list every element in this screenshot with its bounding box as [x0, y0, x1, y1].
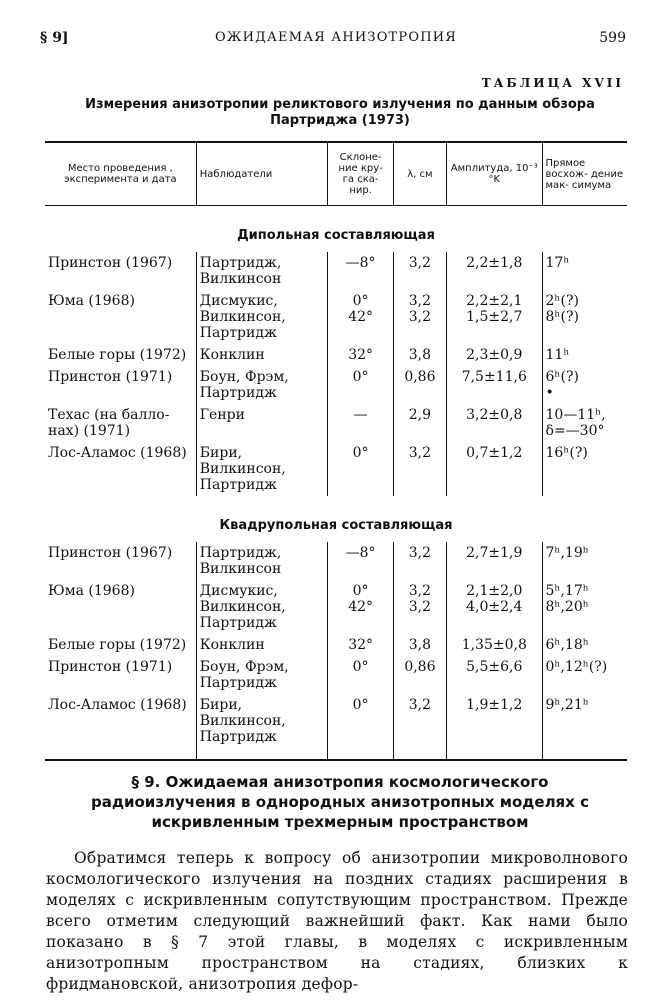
table-cell: 0°: [328, 656, 393, 694]
column-header: Амплитуда, 10⁻³ °K: [447, 142, 542, 206]
table-cell: 16ʰ(?): [542, 442, 627, 496]
dipole-section: [45, 206, 627, 497]
running-title: ОЖИДАЕМАЯ АНИЗОТРОПИЯ: [214, 30, 458, 45]
table-cell: Боун, Фрэм, Партридж: [196, 656, 328, 694]
table-cell: 3,2±0,8: [447, 404, 542, 442]
section-heading: § 9. Ожидаемая анизотропия космологического радиоизлучения в однородных анизотропных моделях с искривленным трехмерным пространством: [91, 773, 589, 831]
table-cell: Боун, Фрэм, Партридж: [196, 366, 328, 404]
column-header: Прямое восхож- дение мак- симума: [542, 142, 627, 206]
table-cell: 0,86: [393, 366, 446, 404]
table-row: [45, 290, 627, 344]
table-row: [45, 442, 627, 496]
table-cell: Юма (1968): [48, 583, 135, 599]
column-header: Место проведения , эксперимента и дата: [45, 142, 196, 206]
table-row: [45, 366, 627, 404]
table-cell: 2,2±2,1 1,5±2,7: [447, 290, 542, 344]
table-cell: Белые горы (1972): [48, 637, 187, 653]
table-cell: 2ʰ(?) 8ʰ(?): [542, 290, 627, 344]
table-cell: Дисмукис, Вилкинсон, Партридж: [196, 580, 328, 634]
table-cell: 1,9±1,2: [447, 694, 542, 760]
table-cell: Принстон (1971): [48, 369, 173, 385]
table-cell: 5,5±6,6: [447, 656, 542, 694]
column-header: Наблюдатели: [196, 142, 328, 206]
body-paragraph: Обратимся теперь к вопросу об анизотропии микроволнового космологического излучения на поздних стадиях расширения в моделях с искривленным сопутствующим пространством. Прежде всего отметим следующий важнейший факт. Как нами было показано в § 7 этой главы, в моделях с искривленным анизотропным пространством на стадиях, близких к фридмановской, анизотропия дефор-: [46, 849, 628, 993]
table-cell: Юма (1968): [48, 293, 135, 309]
table-cell: 3,2: [393, 252, 446, 290]
table-cell: Дисмукис, Вилкинсон, Партридж: [196, 290, 328, 344]
table-row: [45, 694, 627, 760]
table-title: Измерения анизотропии реликтового излучения по данным обзора Партриджа (1973): [85, 97, 595, 128]
table-cell: 7ʰ,19ʰ: [542, 542, 627, 580]
table-cell: 0°: [328, 694, 393, 760]
table-cell: Лос-Аламос (1968): [48, 445, 187, 461]
table-cell: 17ʰ: [542, 252, 627, 290]
table-cell: —8°: [328, 542, 393, 580]
table-cell: 1,35±0,8: [447, 634, 542, 656]
table-cell: 6ʰ(?) •: [542, 366, 627, 404]
table-cell: —: [328, 404, 393, 442]
table-cell: Генри: [196, 404, 328, 442]
table-cell: 0°: [328, 366, 393, 404]
table-row: [45, 580, 627, 634]
table-cell: 0,7±1,2: [447, 442, 542, 496]
quadrupole-section: [45, 496, 627, 760]
table-cell: 3,2: [393, 442, 446, 496]
table-cell: Принстон (1967): [48, 545, 173, 561]
table-cell: 2,2±1,8: [447, 252, 542, 290]
column-header: λ, см: [393, 142, 446, 206]
table-cell: 7,5±11,6: [447, 366, 542, 404]
table-cell: 3,2 3,2: [393, 580, 446, 634]
table-cell: 0,86: [393, 656, 446, 694]
table-cell: Конклин: [196, 634, 328, 656]
section-mark: § 9]: [40, 30, 69, 46]
table-cell: 32°: [328, 344, 393, 366]
table-cell: 2,1±2,0 4,0±2,4: [447, 580, 542, 634]
table-cell: 6ʰ,18ʰ: [542, 634, 627, 656]
page-number: 599: [599, 30, 626, 46]
page-header: [0, 30, 672, 50]
table-row: [45, 252, 627, 290]
table-cell: 2,3±0,9: [447, 344, 542, 366]
table-cell: 32°: [328, 634, 393, 656]
table-cell: 10—11ʰ, δ=—30°: [542, 404, 627, 442]
table-cell: 2,9: [393, 404, 446, 442]
table-cell: Техас (на балло- нах) (1971): [48, 407, 170, 439]
table-header-row: [45, 142, 627, 206]
table-row: [45, 542, 627, 580]
table-row: [45, 344, 627, 366]
table-row: [45, 634, 627, 656]
table-cell: 3,2: [393, 542, 446, 580]
table-row: [45, 656, 627, 694]
table-cell: 3,8: [393, 344, 446, 366]
table-cell: Принстон (1967): [48, 255, 173, 271]
section-title: Квадрупольная составляющая: [219, 518, 453, 533]
table-cell: Партридж, Вилкинсон: [196, 252, 328, 290]
table-cell: Бири, Вилкинсон, Партридж: [196, 694, 328, 760]
table-row: [45, 404, 627, 442]
table-cell: 11ʰ: [542, 344, 627, 366]
table-cell: —8°: [328, 252, 393, 290]
table-cell: Белые горы (1972): [48, 347, 187, 363]
table-cell: Принстон (1971): [48, 659, 173, 675]
table-cell: 0° 42°: [328, 290, 393, 344]
section-title: Дипольная составляющая: [237, 228, 435, 243]
table-cell: 2,7±1,9: [447, 542, 542, 580]
table-cell: 3,2 3,2: [393, 290, 446, 344]
table-cell: Конклин: [196, 344, 328, 366]
column-header: Склоне- ние кру- га ска- нир.: [328, 142, 393, 206]
table-label: ТАБЛИЦА XVII: [481, 76, 624, 90]
table-cell: 3,2: [393, 694, 446, 760]
table-cell: Партридж, Вилкинсон: [196, 542, 328, 580]
table-cell: Бири, Вилкинсон, Партридж: [196, 442, 328, 496]
table-cell: 0ʰ,12ʰ(?): [542, 656, 627, 694]
table-cell: Лос-Аламос (1968): [45, 694, 196, 760]
anisotropy-table: [45, 141, 627, 761]
table-cell: 3,8: [393, 634, 446, 656]
table-cell: 0°: [328, 442, 393, 496]
table-cell: 5ʰ,17ʰ 8ʰ,20ʰ: [542, 580, 627, 634]
table-cell: 0° 42°: [328, 580, 393, 634]
table-cell: 9ʰ,21ʰ: [542, 694, 627, 760]
